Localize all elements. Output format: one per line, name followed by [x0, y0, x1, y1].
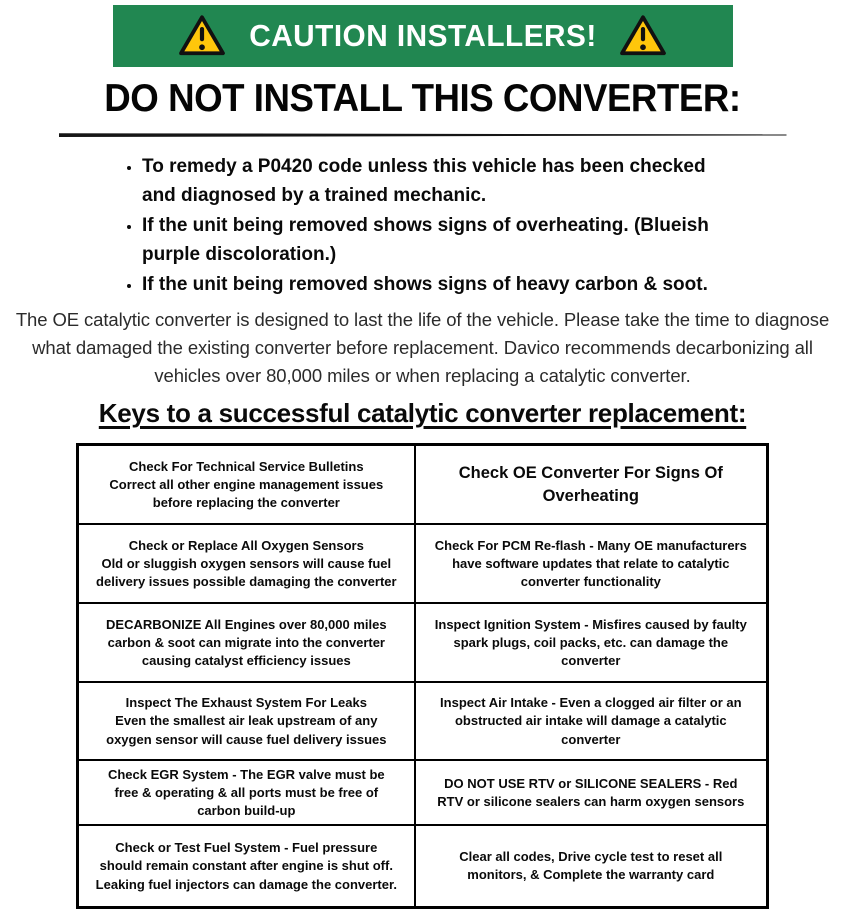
table-cell	[79, 525, 416, 604]
table-cell	[416, 761, 766, 826]
table-row	[79, 446, 766, 525]
table-cell	[79, 604, 416, 683]
replacement-keys-table	[76, 443, 769, 909]
cell-text: Correct all other engine management issues before replacing the converter	[109, 476, 384, 511]
cell-text: Even the smallest air leak upstream of any oxygen sensor will cause fuel delivery issues	[106, 713, 387, 747]
caution-banner	[113, 5, 733, 67]
table-cell	[79, 826, 416, 906]
list-item-text: To remedy a P0420 code unless this vehicle has been checked and diagnosed by a trained mechanic.	[142, 156, 706, 207]
table-row	[79, 761, 766, 826]
cell-text: DECARBONIZE All Engines over 80,000 miles carbon & soot can migrate into the converter causing catalyst efficiency issues	[106, 616, 387, 669]
cell-text: Inspect The Exhaust System For Leaks	[125, 695, 367, 711]
table-cell	[416, 683, 766, 761]
page-title: DO NOT INSTALL THIS CONVERTER:	[104, 77, 741, 120]
cell-text: Inspect Ignition System - Misfires caused by faulty spark plugs, coil packs, etc. can damage the converter	[434, 616, 747, 669]
cell-text: Inspect Air Intake - Even a clogged air filter or an obstructed air intake will damage a catalytic converter	[440, 695, 742, 747]
table-row	[79, 525, 766, 604]
cell-text: Check For Technical Service Bulletins	[129, 458, 364, 474]
cell-text: Clear all codes, Drive cycle test to reset all monitors, & Complete the warranty card	[459, 849, 723, 883]
warning-triangle-icon	[619, 14, 667, 58]
table-row	[79, 826, 766, 906]
list-item	[142, 152, 743, 211]
table-cell	[79, 446, 416, 525]
cell-text: Check EGR System - The EGR valve must be free & operating & all ports must be free of carbon build-up	[107, 766, 385, 819]
keys-heading: Keys to a successful catalytic converter replacement:	[98, 398, 747, 429]
banner-title: CAUTION INSTALLERS!	[248, 18, 597, 53]
caution-flyer	[0, 5, 845, 909]
table-cell	[79, 761, 416, 826]
table-cell	[416, 604, 766, 683]
warning-list	[118, 152, 743, 299]
list-item-text: If the unit being removed shows signs of heavy carbon & soot.	[142, 273, 708, 295]
cell-text: Check For PCM Re-flash - Many OE manufacturers have software updates that relate to catalytic converter functionality	[434, 537, 747, 590]
table-cell	[416, 525, 766, 604]
list-item-text: If the unit being removed shows signs of overheating. (Blueish purple discoloration.)	[142, 214, 709, 266]
divider-line	[59, 133, 787, 137]
list-item	[142, 211, 743, 270]
advisory-paragraph: The OE catalytic converter is designed to last the life of the vehicle. Please take the time to diagnose what damaged the existing converter before replacement. Davico recommends decarbonizing all vehicles over 80,000 miles or when replacing a catalytic converter.	[15, 309, 830, 386]
table-cell	[416, 826, 766, 906]
cell-text: Check or Test Fuel System - Fuel pressure should remain constant after engine is shut off. Leaking fuel injectors can damage the converter.	[95, 840, 397, 892]
cell-text: Old or sluggish oxygen sensors will cause fuel delivery issues possible damaging the converter	[96, 555, 397, 590]
cell-text: Check OE Converter For Signs Of Overheating	[458, 463, 723, 505]
warning-triangle-icon	[178, 14, 226, 58]
cell-text: DO NOT USE RTV or SILICONE SEALERS - Red RTV or silicone sealers can harm oxygen sensors	[437, 775, 745, 809]
table-cell	[79, 683, 416, 761]
table-row	[79, 683, 766, 761]
cell-text: Check or Replace All Oxygen Sensors	[128, 537, 364, 553]
table-row	[79, 604, 766, 683]
list-item	[142, 270, 743, 299]
table-cell	[416, 446, 766, 525]
